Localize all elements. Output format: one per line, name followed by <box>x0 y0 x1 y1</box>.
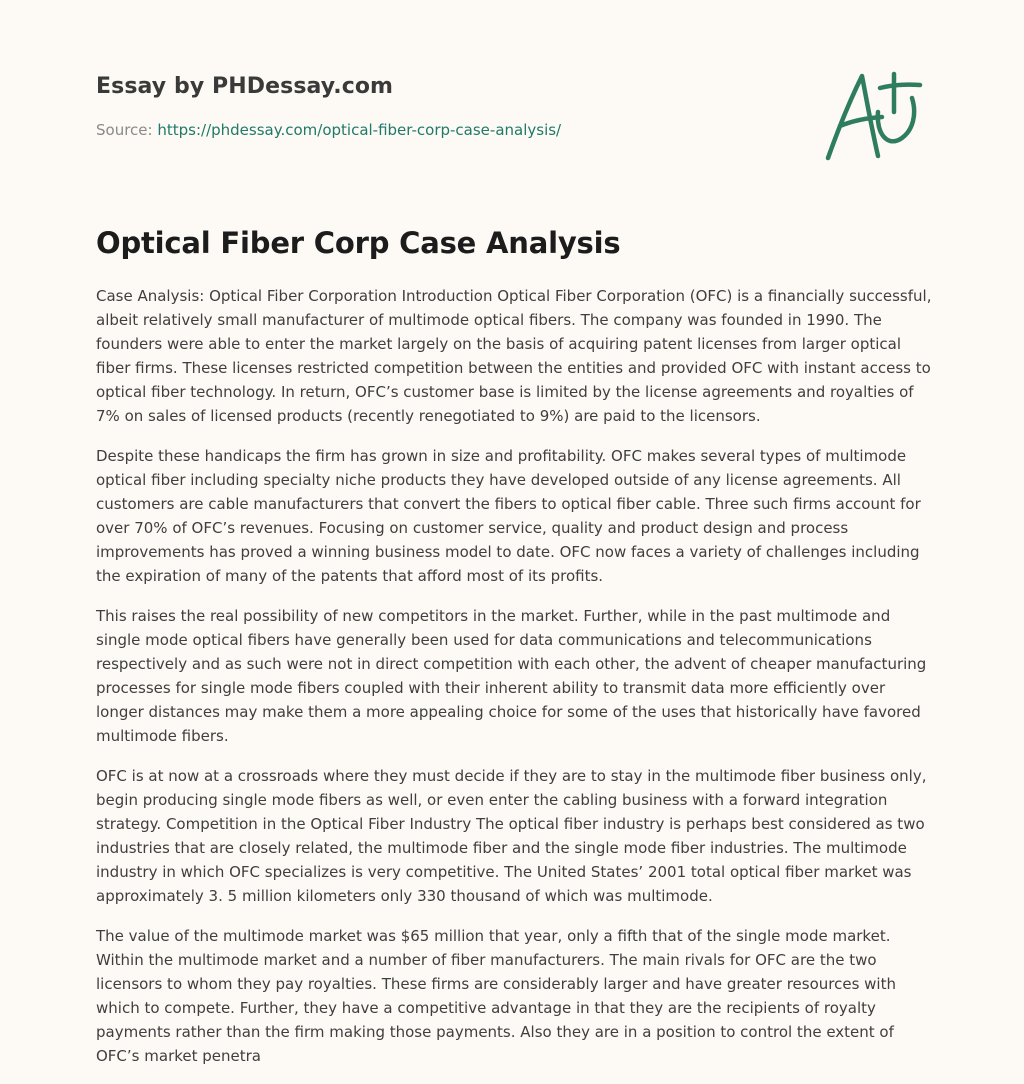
source-line <box>96 121 796 139</box>
paragraph: OFC is at now at a crossroads where they must decide if they are to stay in the multimode fiber business only, begin producing single mode fibers as well, or even enter the cabling business with a forward integration strategy. Competition in the Optical Fiber Industry The optical fiber industry is perhaps best considered as two industries that are closely related, the multimode fiber and the single mode fiber industries. The multimode industry in which OFC specializes is very competitive. The United States’ 2001 total optical fiber market was approximately 3. 5 million kilometers only 330 thousand of which was multimode. <box>96 767 927 905</box>
paragraph: This raises the real possibility of new competitors in the market. Further, while in the past multimode and single mode optical fibers have generally been used for data communications and telecommunications respectively and as such were not in direct competition with each other, the advent of cheaper manufacturing processes for single mode fibers coupled with their inherent ability to transmit data more efficiently over longer distances may make them a more appealing choice for some of the uses that historically have favored multimode fibers. <box>96 607 927 745</box>
paragraph: Despite these handicaps the firm has grown in size and profitability. OFC makes several types of multimode optical fiber including specialty niche products they have developed outside of any license agreements. All customers are cable manufacturers that convert the fibers to optical fiber cable. Three such firms account for over 70% of OFC’s revenues. Focusing on customer service, quality and product design and process improvements has proved a winning business model to date. OFC now faces a variety of challenges including the expiration of many of the patents that afford most of its profits. <box>96 447 921 585</box>
article-title: Optical Fiber Corp Case Analysis <box>96 226 621 260</box>
header <box>96 74 796 139</box>
article-body <box>96 284 936 1084</box>
source-link[interactable]: https://phdessay.com/optical-fiber-corp-case-analysis/ <box>157 121 562 139</box>
a-plus-logo-icon <box>822 68 926 164</box>
paragraph: Case Analysis: Optical Fiber Corporation Introduction Optical Fiber Corporation (OFC) is a financially successful, albeit relatively small manufacturer of multimode optical fibers. The company was founded in 1990. The founders were able to enter the market largely on the basis of acquiring patent licenses from larger optical fiber firms. These licenses restricted competition between the entities and provided OFC with instant access to optical fiber technology. In return, OFC’s customer base is limited by the license agreements and royalties of 7% on sales of licensed products (recently renegotiated to 9%) are paid to the licensors. <box>96 287 932 425</box>
source-label: Source: <box>96 121 153 139</box>
site-brand: Essay by PHDessay.com <box>96 74 394 99</box>
paragraph: The value of the multimode market was $65 million that year, only a fifth that of the single mode market. Within the multimode market and a number of fiber manufacturers. The main rivals for OFC are the two licensors to whom they pay royalties. These firms are considerably larger and have greater resources with which to compete. Further, they have a competitive advantage in that they are the recipients of royalty payments rather than the firm making those payments. Also they are in a position to control the extent of OFC’s market penetra <box>96 927 896 1065</box>
